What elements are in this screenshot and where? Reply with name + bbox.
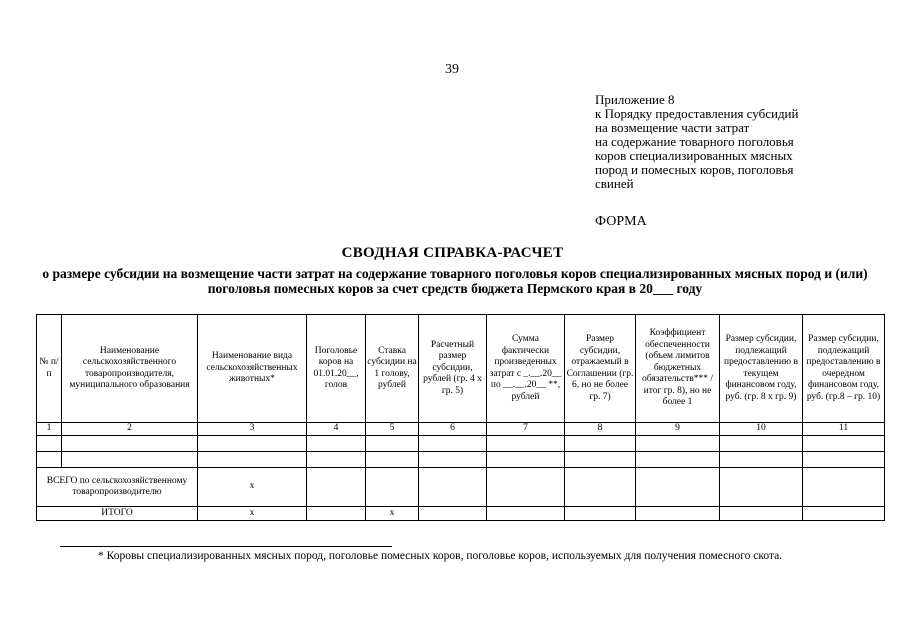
table-cell [307,452,366,468]
table-cell [565,507,636,521]
header-cell-agreement: Размер субсидии, отражаемый в Соглашении (гр. 6, но не более гр. 7) [565,315,636,423]
table-header-row [37,315,885,423]
appendix-line: Приложение 8 [595,92,675,107]
table-row [37,436,885,452]
table-cell [419,436,487,452]
appendix-block [595,93,855,191]
page-number: 39 [445,62,459,77]
table-cell [62,452,198,468]
table-cell [366,436,419,452]
table-cell [419,452,487,468]
table-cell [720,468,803,507]
grand-total-col3: х [198,507,307,521]
appendix-line: на возмещение части затрат [595,120,750,135]
table-cell [636,507,720,521]
table-cell [803,507,885,521]
header-cell-current-year: Размер субсидии, подлежащий предоставлению в текущем финансовом году, руб. (гр. 8 х гр. 9) [720,315,803,423]
table-row [37,452,885,468]
header-cell-next-year: Размер субсидии, подлежащий предоставлению в очередном финансовом году, руб. (гр.8 – гр. 10) [803,315,885,423]
table-cell [198,452,307,468]
table-cell [720,452,803,468]
column-number: 7 [487,423,565,436]
header-cell-number: № п/п [37,315,62,423]
table-cell [307,436,366,452]
table-cell [803,452,885,468]
table-cell [37,452,62,468]
document-title: СВОДНАЯ СПРАВКА-РАСЧЕТ [341,245,564,261]
table-cell [565,468,636,507]
table-cell [198,436,307,452]
table-cell [307,468,366,507]
appendix-line: на содержание товарного поголовья [595,134,794,149]
column-number: 10 [720,423,803,436]
column-number: 3 [198,423,307,436]
table-cell [803,436,885,452]
table-cell [720,436,803,452]
table-cell [487,468,565,507]
appendix-line: пород и помесных коров, поголовья [595,162,794,177]
table-cell [720,507,803,521]
header-cell-estimated: Расчетный размер субсидии, рублей (гр. 4 х гр. 5) [419,315,487,423]
forma-label: ФОРМА [595,214,647,229]
appendix-line: к Порядку предоставления субсидий [595,106,799,121]
header-cell-rate: Ставка субсидии на 1 голову, рублей [366,315,419,423]
table-cell [419,507,487,521]
calculation-table [36,314,885,521]
column-number: 5 [366,423,419,436]
column-number: 1 [37,423,62,436]
table-cell [307,507,366,521]
column-number-row [37,423,885,436]
table-cell [636,452,720,468]
column-number: 8 [565,423,636,436]
table-cell [419,468,487,507]
appendix-line: коров специализированных мясных [595,148,793,163]
table-cell [636,468,720,507]
table-cell [487,436,565,452]
column-number: 6 [419,423,487,436]
table-cell [565,436,636,452]
header-cell-coefficient: Коэффициент обеспеченности (объем лимитов бюджетных обязательств*** / итог гр. 8), но не более 1 [636,315,720,423]
header-cell-costs: Сумма фактически произведенных затрат с _.__.20__ по __.__.20__ **, рублей [487,315,565,423]
header-cell-producer: Наименование сельскохозяйственного товаропроизводителя, муниципального образования [62,315,198,423]
header-cell-livestock: Поголовье коров на 01.01.20__, голов [307,315,366,423]
column-number: 2 [62,423,198,436]
total-col3: х [198,468,307,507]
table-cell [366,452,419,468]
column-number: 11 [803,423,885,436]
table-cell [803,468,885,507]
appendix-line: свиней [595,176,634,191]
table-cell [366,468,419,507]
grand-total-label: ИТОГО [37,507,198,521]
column-number: 4 [307,423,366,436]
footnote-separator [60,546,392,547]
table-cell [636,436,720,452]
grand-total-col5: х [366,507,419,521]
grand-total-row [37,507,885,521]
column-number: 9 [636,423,720,436]
table-cell [565,452,636,468]
footnote: * Коровы специализированных мясных пород, поголовье помесных коров, поголовье коров, используемых для получения помесного скота. [98,550,783,562]
table-cell [487,507,565,521]
document-subtitle: о размере субсидии на возмещение части затрат на содержание товарного поголовья коров специализированных мясных пород и (или) поголовья помесных коров за счет средств бюджета Пермского края в 20___ году [42,266,868,296]
total-row [37,468,885,507]
total-label: ВСЕГО по сельскохозяйственному товаропроизводителю [37,468,198,507]
table-cell [37,436,62,452]
header-cell-animal-type: Наименование вида сельскохозяйственных животных* [198,315,307,423]
table-cell [62,436,198,452]
table-cell [487,452,565,468]
